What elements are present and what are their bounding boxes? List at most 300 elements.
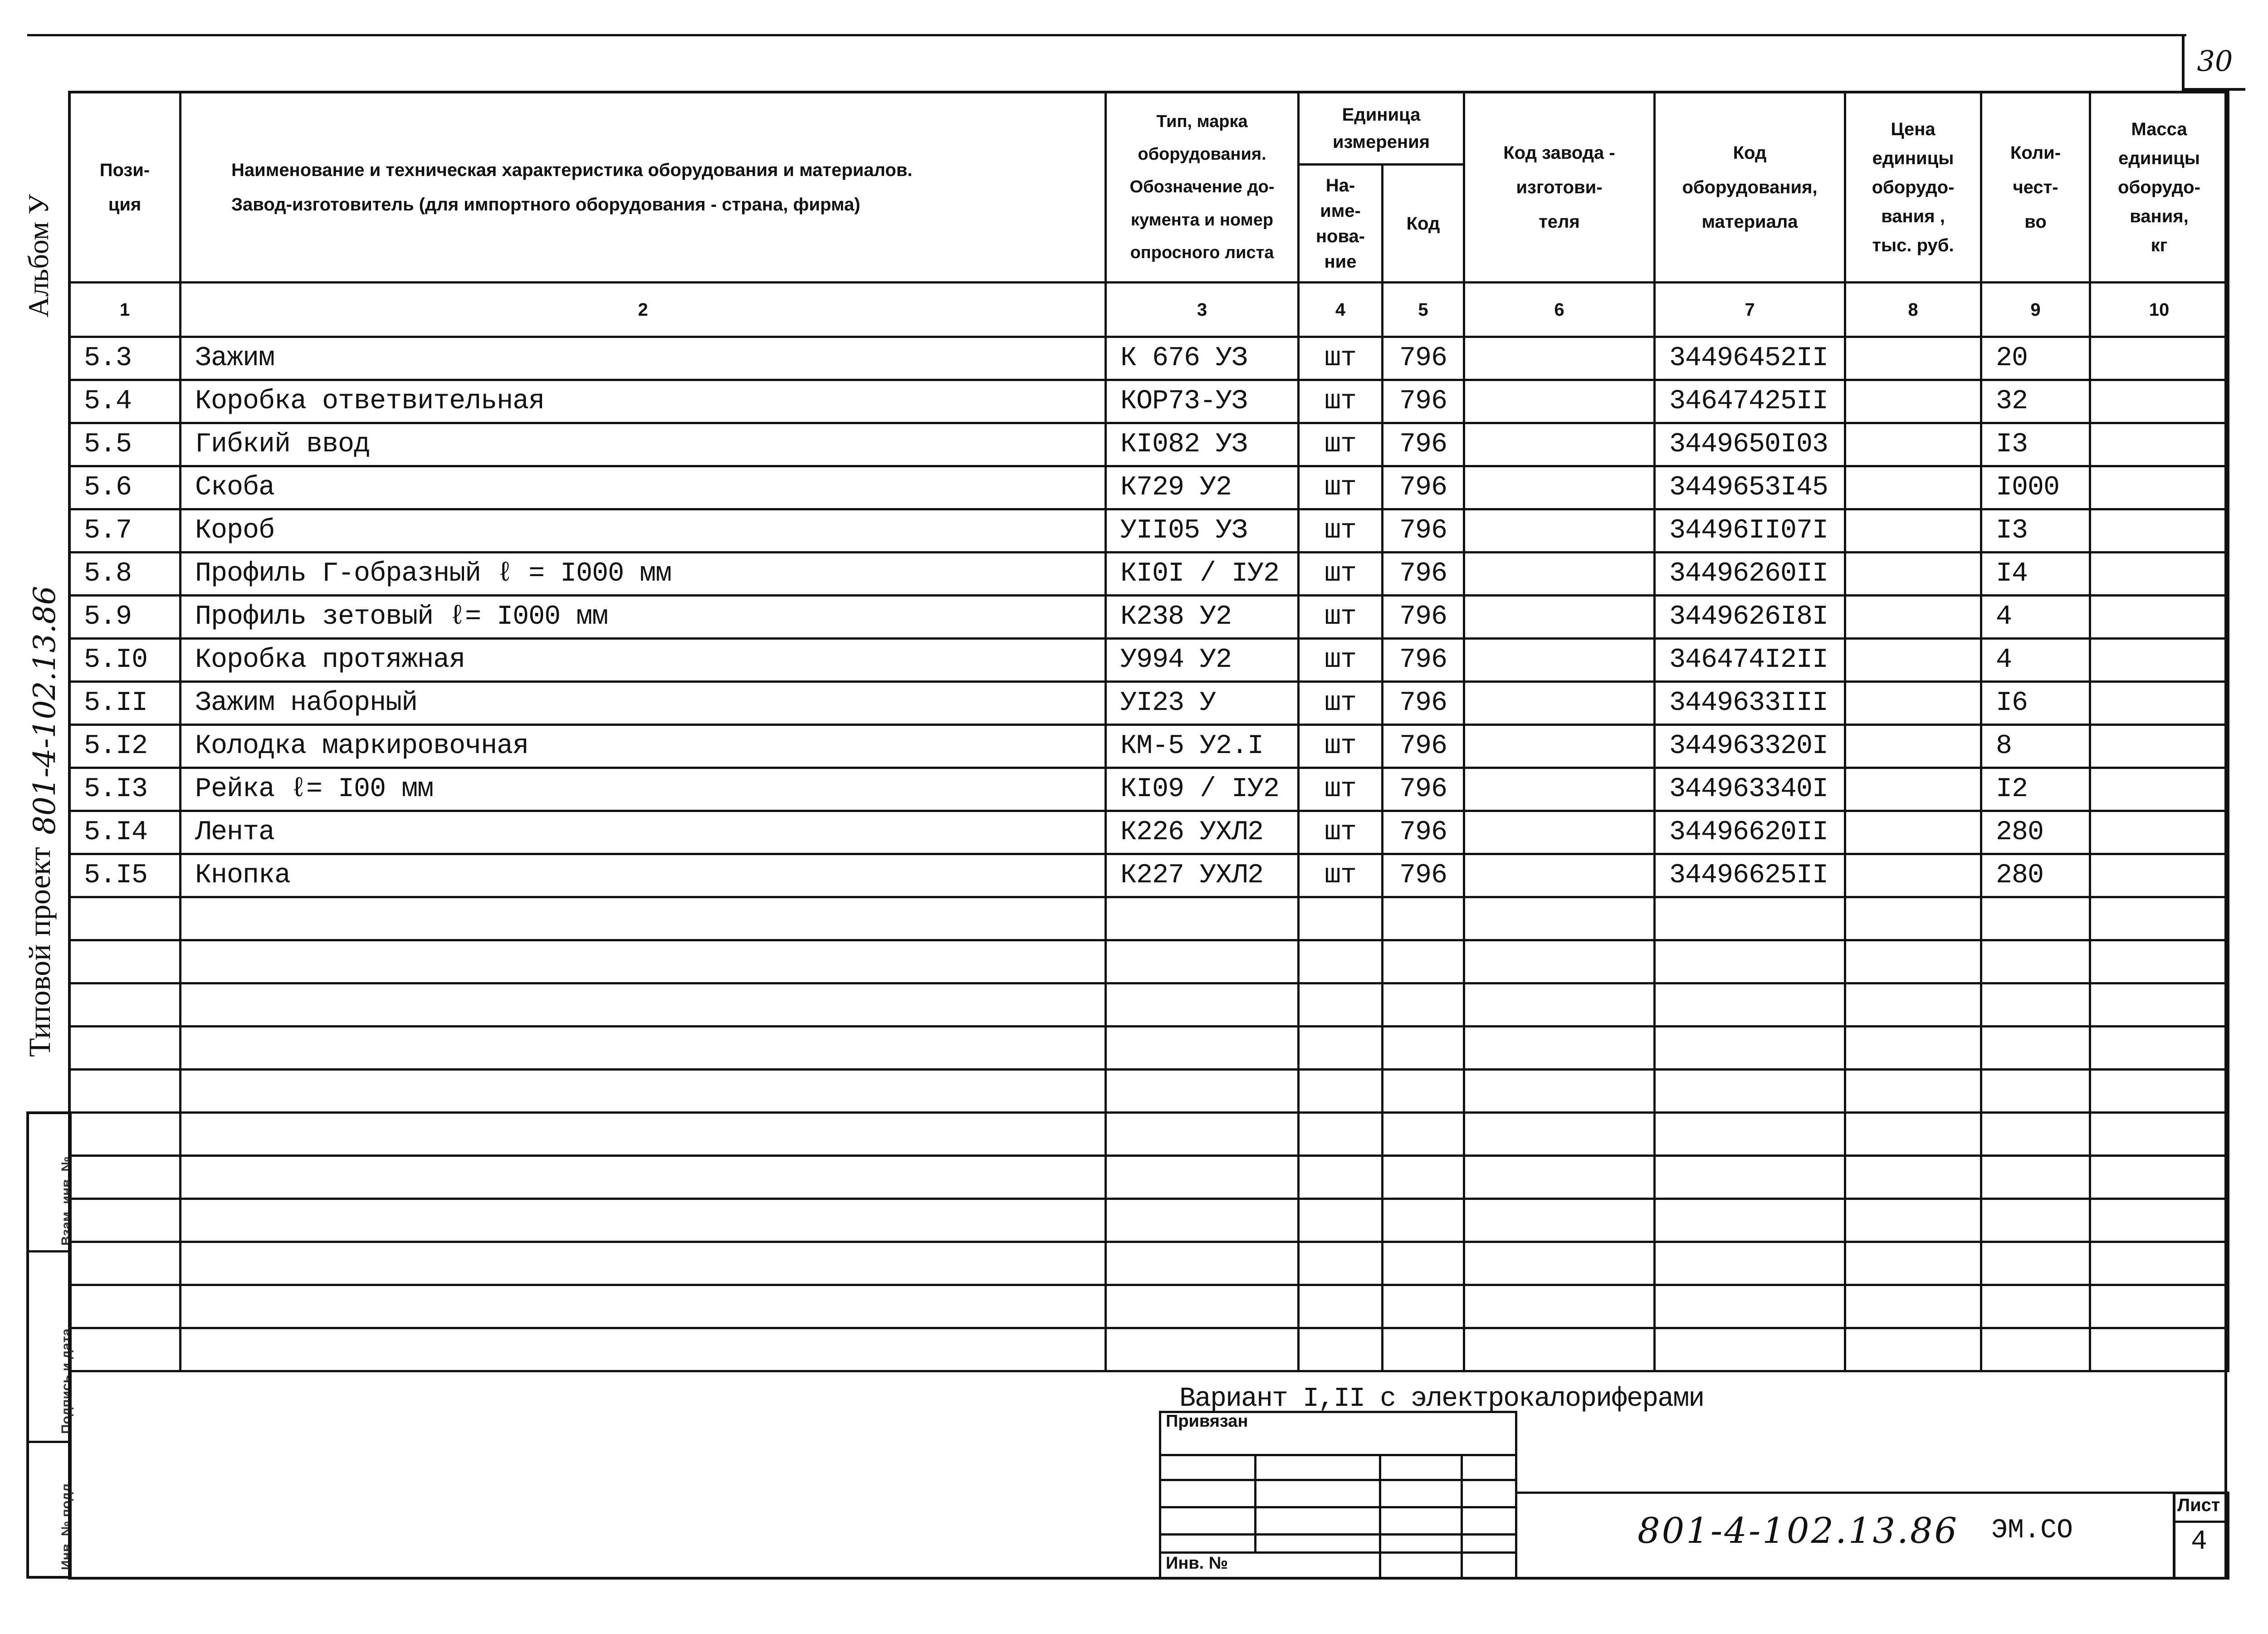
empty-cell xyxy=(1845,1027,1981,1070)
cell-equip: 3449650I03 xyxy=(1655,423,1845,466)
empty-cell xyxy=(1299,1156,1383,1199)
title-block-divider xyxy=(1515,1492,2227,1494)
empty-cell xyxy=(1464,983,1655,1027)
empty-cell xyxy=(2090,1113,2229,1156)
cell-name: Коробка ответвительная xyxy=(181,380,1106,423)
cell-factory xyxy=(1464,811,1655,854)
cell-mass xyxy=(2090,811,2229,854)
column-number-6: 6 xyxy=(1464,283,1655,337)
column-number-3: 3 xyxy=(1106,283,1299,337)
empty-cell xyxy=(1655,1242,1845,1285)
empty-cell xyxy=(1106,1285,1299,1328)
cell-name: Гибкий ввод xyxy=(181,423,1106,466)
empty-cell xyxy=(1383,1328,1464,1371)
cell-unit: шт xyxy=(1299,553,1383,596)
empty-cell xyxy=(1299,1070,1383,1113)
cell-mass xyxy=(2090,553,2229,596)
cell-mass xyxy=(2090,337,2229,380)
project-label: Типовой проект xyxy=(22,847,57,1057)
empty-cell xyxy=(181,897,1106,940)
cell-qty: 280 xyxy=(1981,811,2090,854)
empty-cell xyxy=(1981,1027,2090,1070)
empty-cell xyxy=(1845,1156,1981,1199)
cell-factory xyxy=(1464,509,1655,553)
table-row xyxy=(69,380,2229,423)
column-number-5: 5 xyxy=(1383,283,1464,337)
cell-mass xyxy=(2090,509,2229,553)
cell-code: 796 xyxy=(1383,639,1464,682)
cell-pos: 5.8 xyxy=(69,553,181,596)
empty-cell xyxy=(1655,1285,1845,1328)
cell-equip: 346474I2II xyxy=(1655,639,1845,682)
empty-cell xyxy=(1383,1070,1464,1113)
cell-type: КI082 УЗ xyxy=(1106,423,1299,466)
cell-qty: I3 xyxy=(1981,423,2090,466)
cell-unit: шт xyxy=(1299,639,1383,682)
cell-qty: 280 xyxy=(1981,854,2090,897)
table-row xyxy=(69,725,2229,768)
empty-cell xyxy=(1106,940,1299,983)
cell-name: Короб xyxy=(181,509,1106,553)
cell-type: К238 У2 xyxy=(1106,596,1299,639)
cell-pos: 5.6 xyxy=(69,466,181,509)
cell-code: 796 xyxy=(1383,509,1464,553)
empty-cell xyxy=(1464,1285,1655,1328)
cell-equip: 34647425II xyxy=(1655,380,1845,423)
cell-type: КI09 / IУ2 xyxy=(1106,768,1299,811)
empty-cell xyxy=(69,1027,181,1070)
cell-equip: 34496260II xyxy=(1655,553,1845,596)
empty-cell xyxy=(2090,1027,2229,1070)
empty-cell xyxy=(2090,1070,2229,1113)
cell-unit: шт xyxy=(1299,682,1383,725)
cell-factory xyxy=(1464,768,1655,811)
empty-table-row xyxy=(69,983,2229,1027)
cell-price xyxy=(1845,596,1981,639)
empty-cell xyxy=(1845,1199,1981,1242)
empty-table-row xyxy=(69,1156,2229,1199)
cell-name: Зажим xyxy=(181,337,1106,380)
cell-type: К 676 УЗ xyxy=(1106,337,1299,380)
table-row xyxy=(69,509,2229,553)
cell-factory xyxy=(1464,466,1655,509)
table-row xyxy=(69,854,2229,897)
cell-mass xyxy=(2090,466,2229,509)
top-border-line xyxy=(27,34,2186,36)
cell-type: К226 УХЛ2 xyxy=(1106,811,1299,854)
cell-unit: шт xyxy=(1299,596,1383,639)
empty-cell xyxy=(181,1113,1106,1156)
cell-pos: 5.4 xyxy=(69,380,181,423)
header-unit-name: На- име- нова- ние xyxy=(1299,165,1383,283)
cell-unit: шт xyxy=(1299,509,1383,553)
stamp-inv-orig: Инв. № подл. xyxy=(59,1479,74,1570)
cell-code: 796 xyxy=(1383,553,1464,596)
cell-price xyxy=(1845,380,1981,423)
variant-note: Вариант I,II с электрокалориферами xyxy=(1179,1384,1704,1414)
cell-price xyxy=(1845,423,1981,466)
cell-factory xyxy=(1464,725,1655,768)
cell-code: 796 xyxy=(1383,596,1464,639)
empty-cell xyxy=(1383,1199,1464,1242)
empty-cell xyxy=(69,897,181,940)
cell-unit: шт xyxy=(1299,380,1383,423)
privyazan-label: Привязан xyxy=(1166,1412,1248,1431)
empty-table-row xyxy=(69,1328,2229,1371)
header-type: Тип, марка оборудования. Обозначение до- кумента и номер опросного листа xyxy=(1106,92,1299,283)
cell-factory xyxy=(1464,854,1655,897)
empty-cell xyxy=(1981,1285,2090,1328)
cell-code: 796 xyxy=(1383,768,1464,811)
empty-cell xyxy=(1299,1328,1383,1371)
empty-cell xyxy=(69,1199,181,1242)
cell-name: Колодка маркировочная xyxy=(181,725,1106,768)
empty-cell xyxy=(2090,1156,2229,1199)
empty-cell xyxy=(2090,1199,2229,1242)
cell-name: Профиль зетовый ℓ= I000 мм xyxy=(181,596,1106,639)
sheet-label: Лист xyxy=(2177,1495,2220,1515)
table-row xyxy=(69,682,2229,725)
empty-cell xyxy=(1845,1285,1981,1328)
cell-name: Коробка протяжная xyxy=(181,639,1106,682)
cell-equip: 34496620II xyxy=(1655,811,1845,854)
empty-cell xyxy=(1845,1070,1981,1113)
empty-cell xyxy=(1655,1199,1845,1242)
cell-mass xyxy=(2090,596,2229,639)
empty-cell xyxy=(181,940,1106,983)
stamp-column xyxy=(26,1111,72,1579)
header-mass: Масса единицы оборудо- вания, кг xyxy=(2090,92,2229,283)
empty-cell xyxy=(1383,897,1464,940)
cell-unit: шт xyxy=(1299,768,1383,811)
cell-pos: 5.I3 xyxy=(69,768,181,811)
cell-equip: 34496625II xyxy=(1655,854,1845,897)
empty-cell xyxy=(1299,983,1383,1027)
cell-qty: I6 xyxy=(1981,682,2090,725)
empty-cell xyxy=(1106,1242,1299,1285)
cell-qty: I2 xyxy=(1981,768,2090,811)
cell-equip: 344963340I xyxy=(1655,768,1845,811)
table-row xyxy=(69,337,2229,380)
empty-cell xyxy=(1383,940,1464,983)
cell-equip: 34496II07I xyxy=(1655,509,1845,553)
cell-unit: шт xyxy=(1299,466,1383,509)
empty-cell xyxy=(1106,1328,1299,1371)
cell-factory xyxy=(1464,423,1655,466)
empty-cell xyxy=(1845,1328,1981,1371)
empty-cell xyxy=(1464,1070,1655,1113)
empty-cell xyxy=(1845,897,1981,940)
cell-unit: шт xyxy=(1299,423,1383,466)
specification-table xyxy=(68,91,2229,1372)
table-row xyxy=(69,553,2229,596)
cell-name: Профиль Г-образный ℓ = I000 мм xyxy=(181,553,1106,596)
column-number-2: 2 xyxy=(181,283,1106,337)
side-project-code: 801-4-102.13.86 xyxy=(27,586,62,835)
header-position: Пози- ция xyxy=(69,92,181,283)
empty-cell xyxy=(1299,897,1383,940)
cell-price xyxy=(1845,725,1981,768)
cell-equip: 3449626I8I xyxy=(1655,596,1845,639)
empty-cell xyxy=(2090,1242,2229,1285)
table-row xyxy=(69,811,2229,854)
empty-cell xyxy=(2090,983,2229,1027)
column-number-1: 1 xyxy=(69,283,181,337)
empty-cell xyxy=(181,1199,1106,1242)
cell-code: 796 xyxy=(1383,811,1464,854)
column-number-7: 7 xyxy=(1655,283,1845,337)
inv-number-label: Инв. № xyxy=(1166,1554,1228,1573)
empty-cell xyxy=(1383,1156,1464,1199)
cell-equip: 34496452II xyxy=(1655,337,1845,380)
cell-name: Скоба xyxy=(181,466,1106,509)
cell-pos: 5.I0 xyxy=(69,639,181,682)
empty-cell xyxy=(1383,1242,1464,1285)
cell-unit: шт xyxy=(1299,854,1383,897)
column-number-10: 10 xyxy=(2090,283,2229,337)
cell-price xyxy=(1845,337,1981,380)
cell-factory xyxy=(1464,380,1655,423)
empty-cell xyxy=(1464,940,1655,983)
empty-cell xyxy=(1845,940,1981,983)
empty-cell xyxy=(1655,897,1845,940)
empty-cell xyxy=(1981,940,2090,983)
empty-cell xyxy=(2090,897,2229,940)
cell-factory xyxy=(1464,639,1655,682)
empty-table-row xyxy=(69,1070,2229,1113)
empty-cell xyxy=(1464,1156,1655,1199)
cell-pos: 5.7 xyxy=(69,509,181,553)
document-mark: ЭМ.СО xyxy=(1991,1515,2073,1546)
empty-cell xyxy=(1299,1113,1383,1156)
empty-cell xyxy=(1299,940,1383,983)
cell-price xyxy=(1845,768,1981,811)
column-number-4: 4 xyxy=(1299,283,1383,337)
empty-cell xyxy=(1845,983,1981,1027)
empty-cell xyxy=(69,1285,181,1328)
sheet-corner-number: 30 xyxy=(2182,34,2245,91)
empty-cell xyxy=(181,1328,1106,1371)
empty-cell xyxy=(69,1113,181,1156)
empty-cell xyxy=(181,1027,1106,1070)
empty-cell xyxy=(1655,1027,1845,1070)
empty-cell xyxy=(1655,1156,1845,1199)
cell-factory xyxy=(1464,337,1655,380)
empty-cell xyxy=(181,983,1106,1027)
empty-table-row xyxy=(69,1027,2229,1070)
cell-qty: 20 xyxy=(1981,337,2090,380)
cell-price xyxy=(1845,553,1981,596)
cell-pos: 5.I2 xyxy=(69,725,181,768)
cell-type: КМ-5 У2.I xyxy=(1106,725,1299,768)
cell-qty: 8 xyxy=(1981,725,2090,768)
empty-cell xyxy=(1655,1328,1845,1371)
empty-cell xyxy=(1981,1242,2090,1285)
empty-cell xyxy=(1106,1156,1299,1199)
empty-cell xyxy=(1383,983,1464,1027)
header-quantity: Коли- чест- во xyxy=(1981,92,2090,283)
empty-cell xyxy=(2090,940,2229,983)
header-equipment-code: Код оборудования, материала xyxy=(1655,92,1845,283)
empty-cell xyxy=(1106,1070,1299,1113)
cell-type: КI0I / IУ2 xyxy=(1106,553,1299,596)
empty-cell xyxy=(1655,940,1845,983)
header-factory-code: Код завода - изготови- теля xyxy=(1464,92,1655,283)
empty-cell xyxy=(1106,1199,1299,1242)
empty-cell xyxy=(181,1285,1106,1328)
empty-cell xyxy=(1981,1199,2090,1242)
cell-factory xyxy=(1464,596,1655,639)
column-number-9: 9 xyxy=(1981,283,2090,337)
cell-unit: шт xyxy=(1299,337,1383,380)
cell-mass xyxy=(2090,682,2229,725)
cell-mass xyxy=(2090,768,2229,811)
cell-price xyxy=(1845,682,1981,725)
table-row xyxy=(69,768,2229,811)
cell-pos: 5.I4 xyxy=(69,811,181,854)
cell-mass xyxy=(2090,639,2229,682)
empty-cell xyxy=(1655,983,1845,1027)
cell-unit: шт xyxy=(1299,811,1383,854)
empty-cell xyxy=(181,1242,1106,1285)
cell-qty: I3 xyxy=(1981,509,2090,553)
cell-qty: 4 xyxy=(1981,596,2090,639)
empty-cell xyxy=(1981,1156,2090,1199)
cell-code: 796 xyxy=(1383,466,1464,509)
cell-code: 796 xyxy=(1383,423,1464,466)
cell-type: УI23 У xyxy=(1106,682,1299,725)
table-row xyxy=(69,596,2229,639)
header-price: Цена единицы оборудо- вания , тыс. руб. xyxy=(1845,92,1981,283)
cell-code: 796 xyxy=(1383,854,1464,897)
cell-type: К227 УХЛ2 xyxy=(1106,854,1299,897)
table-row xyxy=(69,639,2229,682)
sheet-number: 4 xyxy=(2191,1526,2208,1557)
header-name: Наименование и техническая характеристика оборудования и материалов. Завод-изготовитель (для импортного оборудования - страна, фирма) xyxy=(181,92,1106,283)
cell-code: 796 xyxy=(1383,380,1464,423)
empty-table-row xyxy=(69,1113,2229,1156)
empty-cell xyxy=(1383,1027,1464,1070)
cell-type: УII05 УЗ xyxy=(1106,509,1299,553)
header-unit-group: Единица измерения xyxy=(1299,92,1464,165)
cell-factory xyxy=(1464,553,1655,596)
empty-table-row xyxy=(69,897,2229,940)
cell-type: КОР73-УЗ xyxy=(1106,380,1299,423)
column-number-8: 8 xyxy=(1845,283,1981,337)
cell-name: Рейка ℓ= I00 мм xyxy=(181,768,1106,811)
empty-cell xyxy=(1845,1113,1981,1156)
header-unit-code: Код xyxy=(1383,165,1464,283)
cell-mass xyxy=(2090,380,2229,423)
empty-cell xyxy=(1655,1113,1845,1156)
empty-cell xyxy=(69,1242,181,1285)
table-row xyxy=(69,423,2229,466)
empty-cell xyxy=(2090,1328,2229,1371)
empty-cell xyxy=(1106,897,1299,940)
empty-table-row xyxy=(69,1199,2229,1242)
cell-qty: I4 xyxy=(1981,553,2090,596)
empty-cell xyxy=(69,1070,181,1113)
empty-cell xyxy=(1845,1242,1981,1285)
cell-factory xyxy=(1464,682,1655,725)
document-code: 801-4-102.13.86 xyxy=(1637,1511,1959,1551)
cell-code: 796 xyxy=(1383,682,1464,725)
cell-price xyxy=(1845,466,1981,509)
cell-name: Лента xyxy=(181,811,1106,854)
album-label: Альбом У xyxy=(22,194,54,318)
empty-cell xyxy=(1981,983,2090,1027)
cell-qty: 32 xyxy=(1981,380,2090,423)
cell-code: 796 xyxy=(1383,337,1464,380)
cell-price xyxy=(1845,811,1981,854)
cell-qty: I000 xyxy=(1981,466,2090,509)
empty-cell xyxy=(69,983,181,1027)
cell-type: К729 У2 xyxy=(1106,466,1299,509)
cell-pos: 5.9 xyxy=(69,596,181,639)
cell-equip: 344963320I xyxy=(1655,725,1845,768)
empty-cell xyxy=(1299,1285,1383,1328)
cell-pos: 5.II xyxy=(69,682,181,725)
empty-cell xyxy=(181,1070,1106,1113)
cell-price xyxy=(1845,639,1981,682)
cell-pos: 5.I5 xyxy=(69,854,181,897)
empty-cell xyxy=(1655,1070,1845,1113)
empty-cell xyxy=(2090,1285,2229,1328)
empty-cell xyxy=(1464,897,1655,940)
cell-qty: 4 xyxy=(1981,639,2090,682)
empty-cell xyxy=(1981,1070,2090,1113)
empty-cell xyxy=(1106,1027,1299,1070)
empty-cell xyxy=(1464,1242,1655,1285)
cell-price xyxy=(1845,509,1981,553)
cell-mass xyxy=(2090,423,2229,466)
empty-cell xyxy=(1383,1113,1464,1156)
cell-equip: 3449633III xyxy=(1655,682,1845,725)
empty-table-row xyxy=(69,940,2229,983)
empty-cell xyxy=(1299,1199,1383,1242)
empty-table-row xyxy=(69,1242,2229,1285)
stamp-replace-inv: Взам. инв. № xyxy=(29,1114,69,1252)
empty-table-row xyxy=(69,1285,2229,1328)
empty-cell xyxy=(1464,1113,1655,1156)
table-row xyxy=(69,466,2229,509)
empty-cell xyxy=(1299,1027,1383,1070)
empty-cell xyxy=(181,1156,1106,1199)
cell-type: У994 У2 xyxy=(1106,639,1299,682)
empty-cell xyxy=(69,1328,181,1371)
cell-mass xyxy=(2090,725,2229,768)
empty-cell xyxy=(1464,1027,1655,1070)
cell-code: 796 xyxy=(1383,725,1464,768)
empty-cell xyxy=(1981,1328,2090,1371)
cell-equip: 3449653I45 xyxy=(1655,466,1845,509)
stamp-signature-date: Подпись и дата xyxy=(29,1252,69,1443)
empty-cell xyxy=(1106,983,1299,1027)
cell-name: Зажим наборный xyxy=(181,682,1106,725)
empty-cell xyxy=(1106,1113,1299,1156)
cell-unit: шт xyxy=(1299,725,1383,768)
empty-cell xyxy=(1981,1113,2090,1156)
empty-cell xyxy=(1464,1199,1655,1242)
empty-cell xyxy=(1299,1242,1383,1285)
empty-cell xyxy=(1464,1328,1655,1371)
cell-name: Кнопка xyxy=(181,854,1106,897)
cell-pos: 5.3 xyxy=(69,337,181,380)
cell-mass xyxy=(2090,854,2229,897)
empty-cell xyxy=(69,940,181,983)
cell-price xyxy=(1845,854,1981,897)
empty-cell xyxy=(1383,1285,1464,1328)
